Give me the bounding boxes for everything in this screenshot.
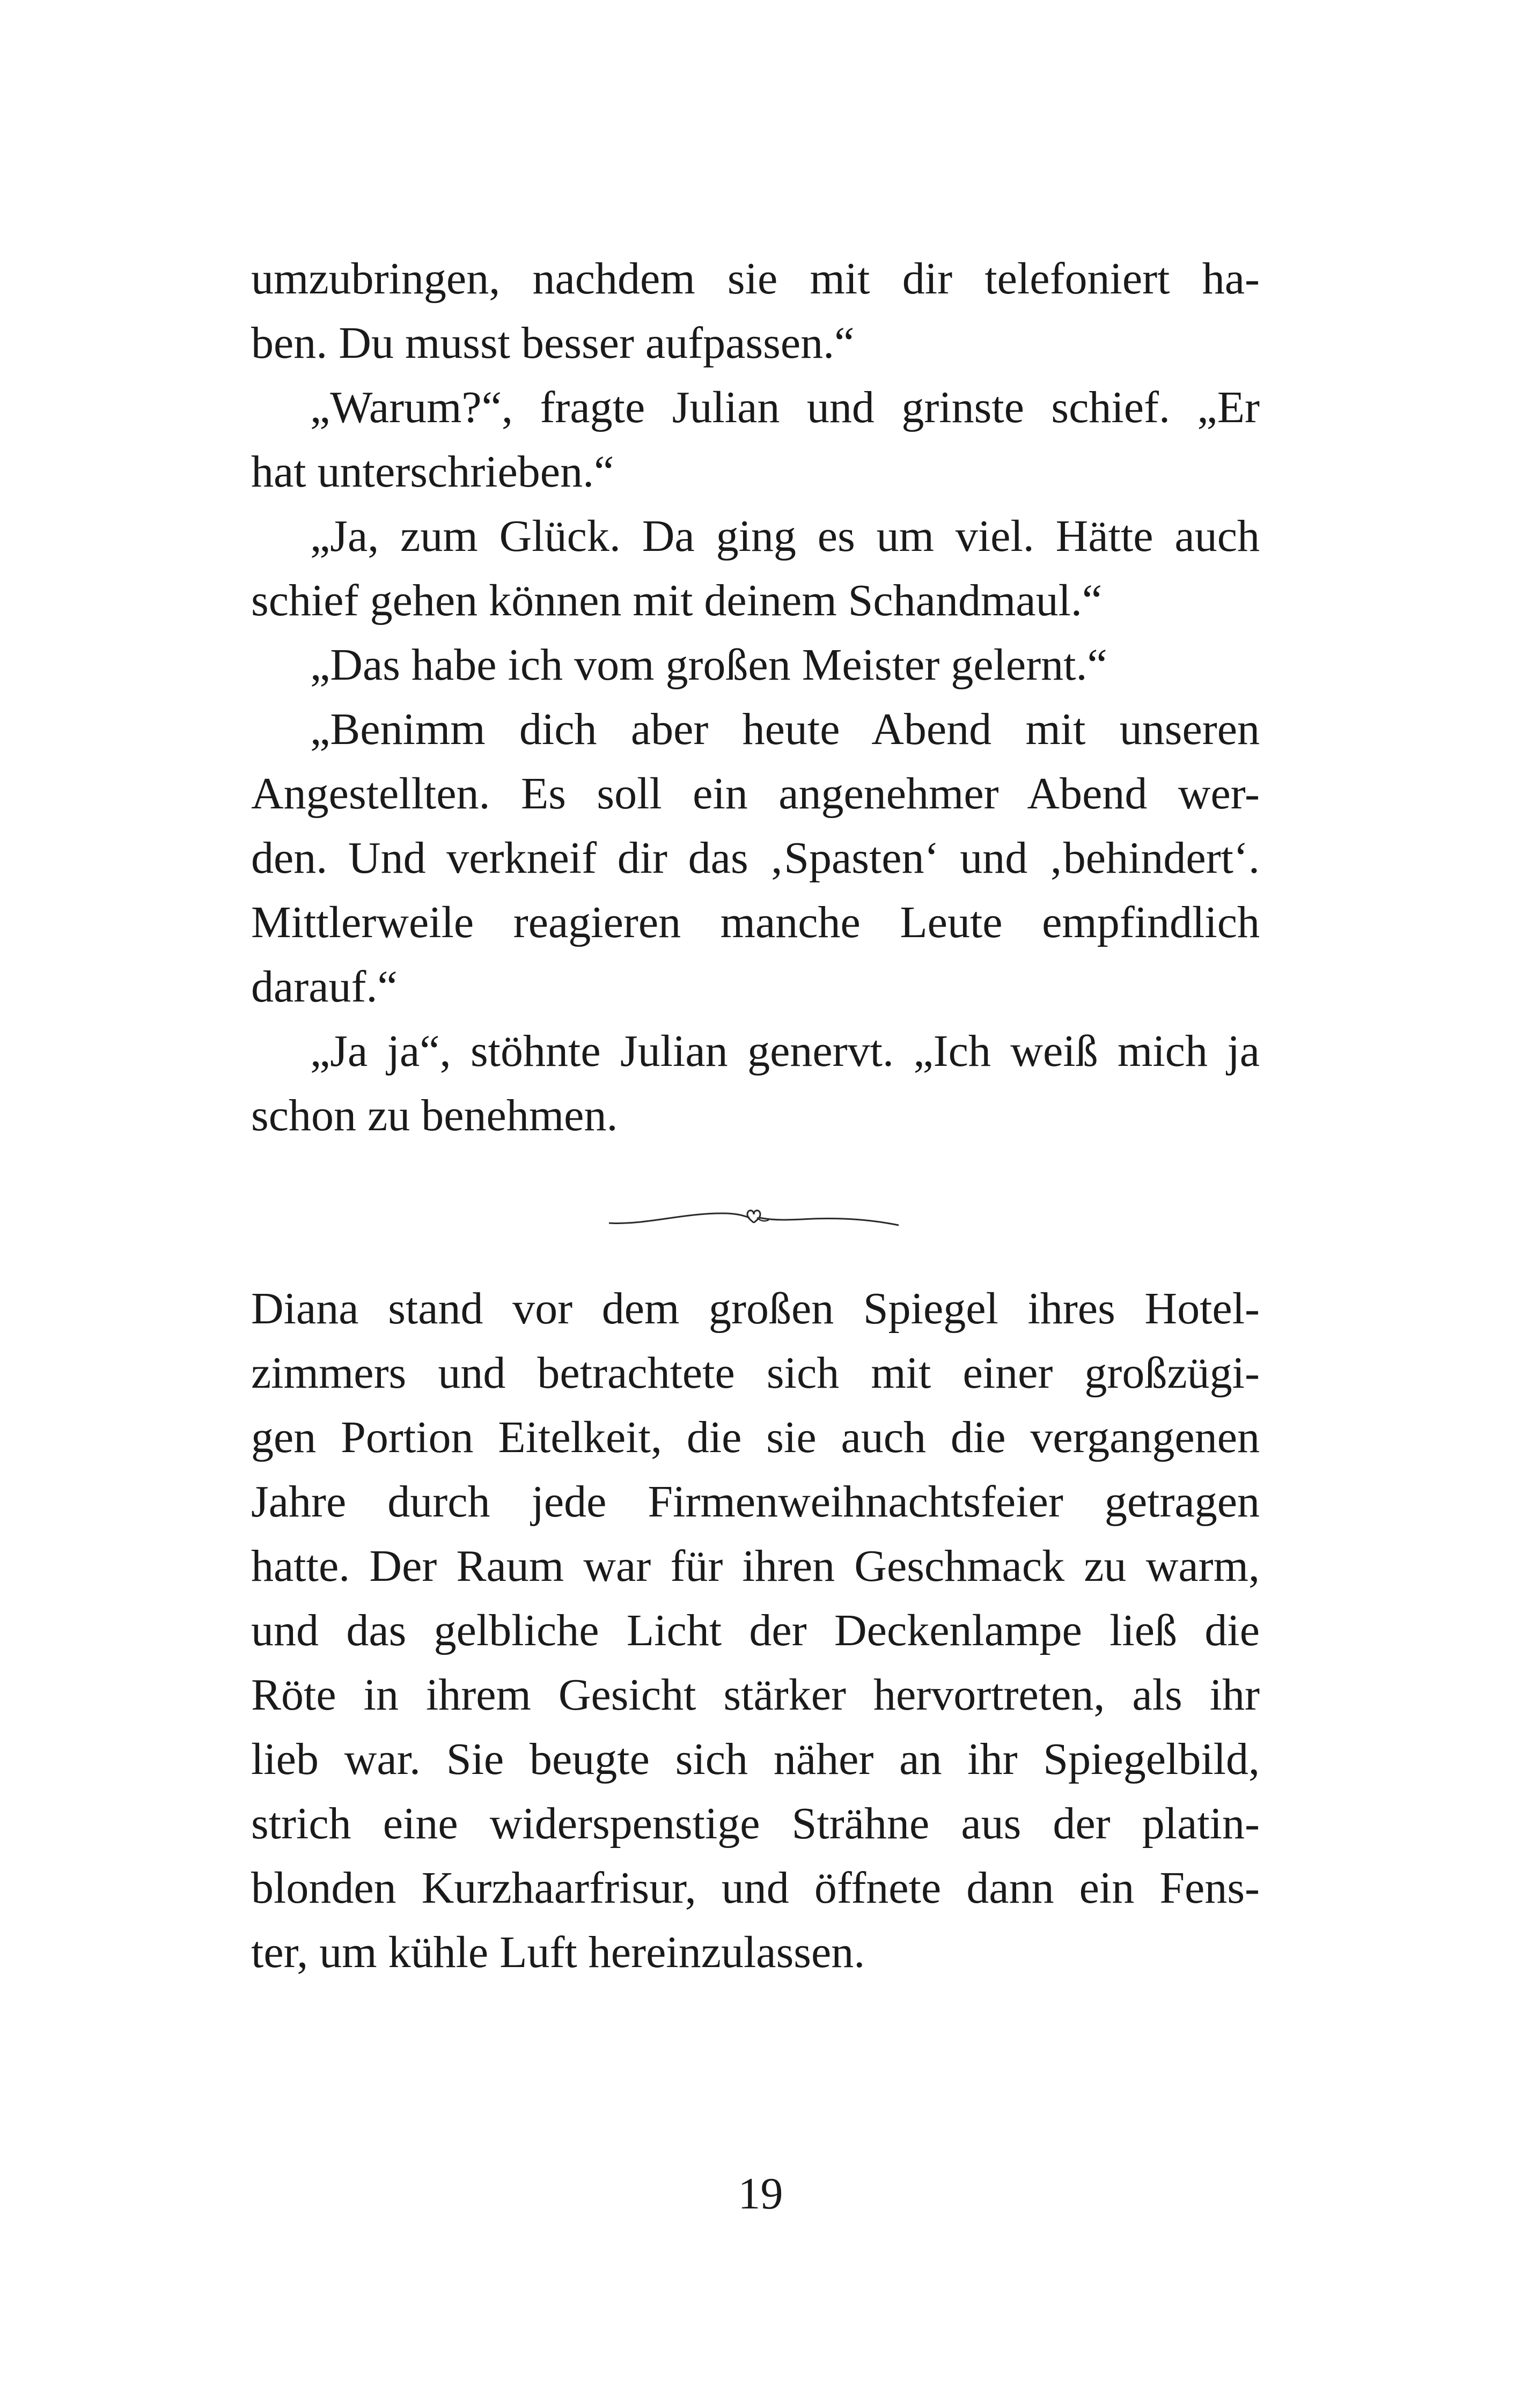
text-line: blonden Kurzhaarfrisur, und öffnete dann ein Fens- xyxy=(251,1863,1260,1913)
text-line: zimmers und betrachtete sich mit einer großzügi- xyxy=(251,1348,1260,1398)
text-line: gen Portion Eitelkeit, die sie auch die vergangenen xyxy=(251,1412,1260,1462)
heart-swash-divider-icon xyxy=(604,1202,904,1234)
text-line: „Das habe ich vom großen Meister gelernt.“ xyxy=(310,640,1107,690)
text-block-top xyxy=(251,247,1260,1148)
text-line: Diana stand vor dem großen Spiegel ihres Hotel- xyxy=(251,1284,1260,1334)
text-line: schon zu benehmen. xyxy=(251,1091,618,1140)
text-line: schief gehen können mit deinem Schandmaul.“ xyxy=(251,576,1103,625)
page-number: 19 xyxy=(738,2169,783,2219)
text-line: Mittlerweile reagieren manche Leute empfindlich xyxy=(251,897,1260,947)
text-line: darauf.“ xyxy=(251,962,398,1012)
text-line: lieb war. Sie beugte sich näher an ihr Spiegelbild, xyxy=(251,1734,1260,1784)
text-line: hat unterschrieben.“ xyxy=(251,447,614,497)
text-line: hatte. Der Raum war für ihren Geschmack zu warm, xyxy=(251,1541,1260,1591)
text-line: und das gelbliche Licht der Deckenlampe ließ die xyxy=(251,1606,1260,1655)
text-line: „Warum?“, fragte Julian und grinste schief. „Er xyxy=(310,382,1260,432)
text-line: „Ja, zum Glück. Da ging es um viel. Hätte auch xyxy=(310,511,1260,561)
text-line: umzubringen, nachdem sie mit dir telefoniert ha- xyxy=(251,254,1260,304)
text-line: Röte in ihrem Gesicht stärker hervortreten, als ihr xyxy=(251,1670,1260,1720)
text-line: strich eine widerspenstige Strähne aus der platin- xyxy=(251,1799,1260,1849)
text-line: „Benimm dich aber heute Abend mit unseren xyxy=(310,704,1260,754)
text-line: „Ja ja“, stöhnte Julian genervt. „Ich weiß mich ja xyxy=(310,1026,1260,1076)
text-line: Angestellten. Es soll ein angenehmer Abend wer- xyxy=(251,769,1260,819)
text-line: den. Und verkneif dir das ‚Spasten‘ und ‚behindert‘. xyxy=(251,833,1260,883)
text-block-bottom xyxy=(251,1277,1260,1985)
text-line: ter, um kühle Luft hereinzulassen. xyxy=(251,1927,865,1977)
text-line: Jahre durch jede Firmenweihnachtsfeier getragen xyxy=(251,1477,1260,1527)
text-line: ben. Du musst besser aufpassen.“ xyxy=(251,318,855,368)
